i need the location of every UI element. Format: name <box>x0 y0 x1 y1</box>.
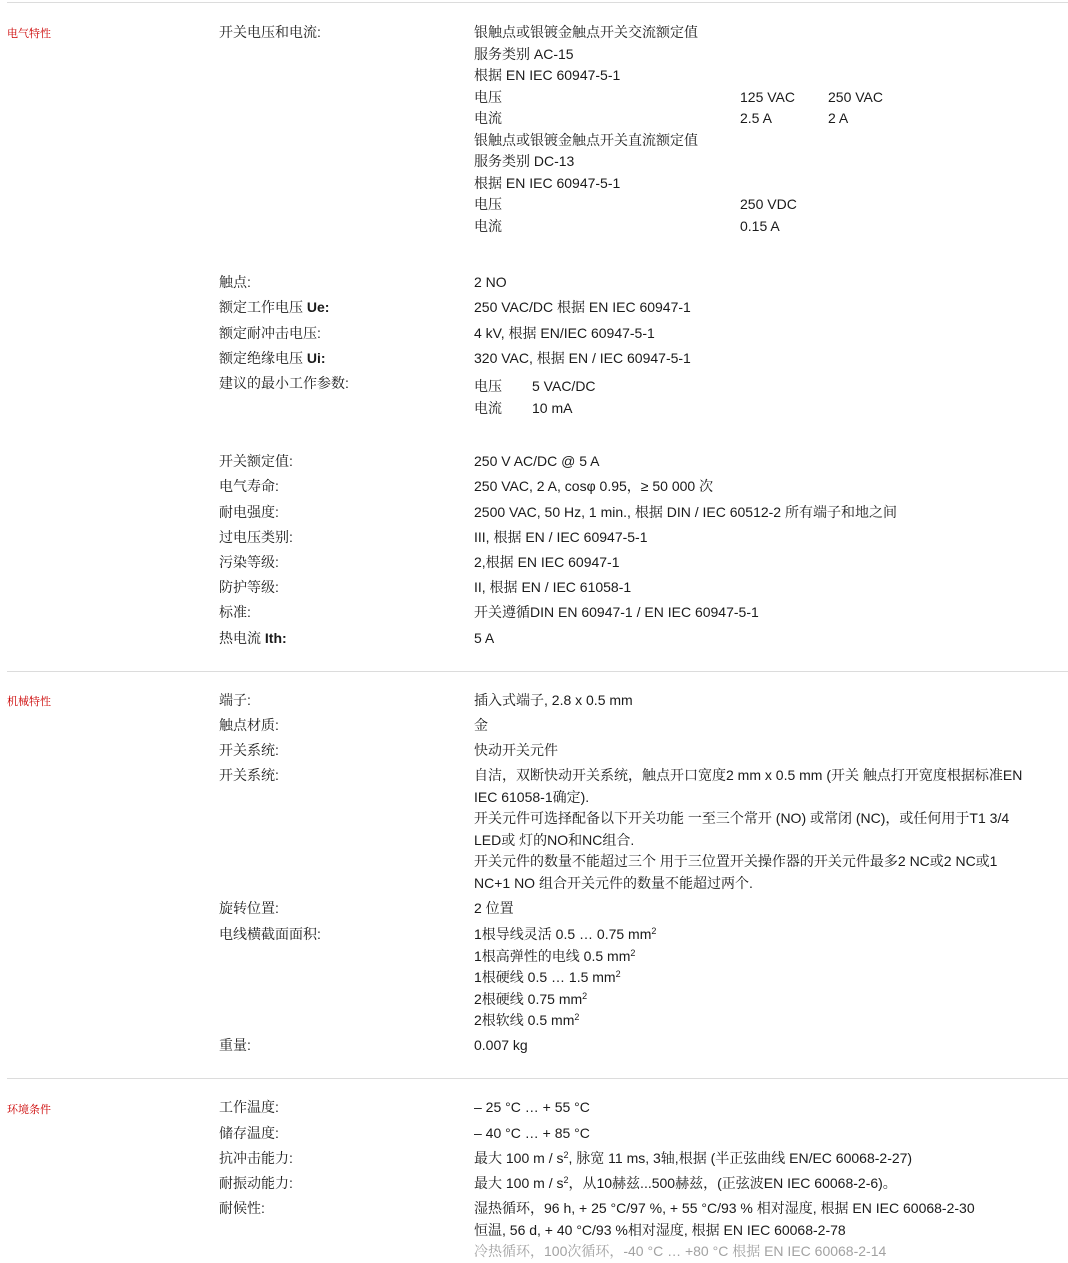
pollution-degree-label: 污染等级: <box>219 554 279 570</box>
superscript: 2 <box>582 990 588 1001</box>
standards-value: 开关遵循DIN EN 60947-1 / EN IEC 60947-5-1 <box>474 604 759 620</box>
min-current-label: 电流 <box>474 399 502 416</box>
wire-line <box>474 946 656 968</box>
weather-line: 恒温, 56 d, + 40 °C/93 %相对湿度, 根据 EN IEC 60068-2-78 <box>474 1221 846 1238</box>
switch-rating-label: 开关额定值: <box>219 453 293 469</box>
operating-temp-value: – 25 °C … + 55 °C <box>474 1099 590 1115</box>
shock-text: 最大 100 m / s <box>474 1150 564 1166</box>
min-voltage-value: 5 VAC/DC <box>532 378 596 394</box>
section-divider <box>7 1078 1068 1079</box>
weather-line: 冷热循环，100次循环，-40 °C … +80 °C 根据 EN IEC 60068-2-14 <box>474 1243 887 1259</box>
dc-voltage-row <box>474 194 883 216</box>
switch-rating-value: 250 V AC/DC @ 5 A <box>474 453 600 469</box>
ac-rating-title: 银触点或银镀金触点开关交流额定值 <box>474 24 698 40</box>
ac-voltage-1: 125 VAC <box>740 88 795 105</box>
switch-system-line: 开关元件可选择配备以下开关功能 一至三个常开 (NO) 或常闭 (NC)，或任何用于T1 3/4 <box>474 810 1010 826</box>
ui-colon: : <box>320 350 326 366</box>
vibration-text: 最大 100 m / s <box>474 1175 564 1191</box>
dc-rating-title: 银触点或银镀金触点开关直流额定值 <box>474 131 698 148</box>
weight-label: 重量: <box>219 1037 251 1053</box>
min-voltage-label: 电压 <box>474 378 502 394</box>
environment-section-title: 环境条件 <box>7 1104 51 1116</box>
vibration-resistance-label: 耐振动能力: <box>219 1175 293 1191</box>
overvoltage-category-label: 过电压类别: <box>219 529 293 545</box>
dc-voltage-label: 电压 <box>474 196 502 212</box>
rotary-positions-label: 旋转位置: <box>219 900 279 916</box>
insulation-voltage-ui-value: 320 VAC, 根据 EN / IEC 60947-5-1 <box>474 350 691 366</box>
switch-system-detail-label: 开关系统: <box>219 767 279 783</box>
protection-class-label: 防护等级: <box>219 579 279 595</box>
shock-text-post: , 脉宽 11 ms, 3轴,根据 (半正弦曲线 EN/EC 60068-2-27) <box>568 1150 913 1166</box>
contacts-label: 触点: <box>219 274 251 290</box>
vibration-resistance-value <box>474 1173 897 1195</box>
rated-voltage-ue-value: 250 VAC/DC 根据 EN IEC 60947-1 <box>474 299 691 315</box>
superscript: 2 <box>630 947 636 958</box>
weather-resistance-label: 耐候性: <box>219 1200 265 1216</box>
switch-system-label: 开关系统: <box>219 742 279 758</box>
dielectric-strength-value: 2500 VAC, 50 Hz, 1 min., 根据 DIN / IEC 60512-2 所有端子和地之间 <box>474 504 897 520</box>
dielectric-strength-label: 耐电强度: <box>219 504 279 520</box>
dc-current: 0.15 A <box>740 217 780 234</box>
switching-values <box>474 22 883 237</box>
mechanical-section-title: 机械特性 <box>7 696 51 708</box>
wire-line <box>474 989 656 1011</box>
terminal-label: 端子: <box>219 692 251 708</box>
ac-current-row <box>474 108 883 130</box>
ac-voltage-row <box>474 87 883 109</box>
wire-line-text: 1根导线灵活 0.5 … 0.75 mm <box>474 926 652 942</box>
min-params-label: 建议的最小工作参数: <box>219 375 349 391</box>
electrical-life-value: 250 VAC, 2 A, cosφ 0.95，≥ 50 000 次 <box>474 478 714 494</box>
min-params-values <box>474 376 596 419</box>
ac-category: 服务类别 AC-15 <box>474 45 574 62</box>
wire-line <box>474 924 656 946</box>
weather-resistance-values <box>474 1198 975 1263</box>
vibration-text-post: ，从10赫兹...500赫兹，(正弦波EN IEC 60068-2-6)。 <box>568 1175 897 1191</box>
ue-colon: : <box>324 299 330 315</box>
rated-voltage-ue-label <box>219 297 329 319</box>
min-current-row <box>474 398 596 420</box>
ac-voltage-2: 250 VAC <box>828 88 883 105</box>
min-voltage-row <box>474 376 596 398</box>
dc-category: 服务类别 DC-13 <box>474 153 575 169</box>
wire-line <box>474 967 656 989</box>
rated-voltage-ue-text: 额定工作电压 <box>219 299 307 315</box>
ac-voltage-label: 电压 <box>474 88 502 105</box>
switching-label: 开关电压和电流: <box>219 24 321 40</box>
storage-temp-label: 储存温度: <box>219 1125 279 1141</box>
min-current-value: 10 mA <box>532 399 573 416</box>
wire-line <box>474 1010 656 1032</box>
wire-cross-section-values <box>474 924 656 1032</box>
switch-system-value: 快动开关元件 <box>474 742 558 758</box>
terminal-value: 插入式端子, 2.8 x 0.5 mm <box>474 692 633 708</box>
contact-material-label: 触点材质: <box>219 717 279 733</box>
dc-current-label: 电流 <box>474 217 502 234</box>
insulation-voltage-ui-label <box>219 348 326 370</box>
superscript: 2 <box>615 969 621 979</box>
shock-resistance-label: 抗冲击能力: <box>219 1150 293 1166</box>
section-divider <box>7 671 1068 672</box>
switch-system-line: 自洁，双断快动开关系统，触点开口宽度2 mm x 0.5 mm (开关 触点打开宽度根据标准EN <box>474 767 1023 783</box>
wire-line-text: 1根硬线 0.5 … 1.5 mm <box>474 969 616 985</box>
dc-standard: 根据 EN IEC 60947-5-1 <box>474 174 621 191</box>
shock-resistance-value <box>474 1148 912 1170</box>
rotary-positions-value: 2 位置 <box>474 900 514 916</box>
ac-current-2: 2 A <box>828 110 849 126</box>
top-divider <box>7 2 1068 3</box>
ac-current-1: 2.5 A <box>740 110 772 126</box>
dc-voltage: 250 VDC <box>740 196 797 212</box>
storage-temp-value: – 40 °C … + 85 °C <box>474 1125 590 1141</box>
ith-colon: : <box>282 630 287 646</box>
electrical-section-title: 电气特性 <box>7 28 51 40</box>
ac-standard: 根据 EN IEC 60947-5-1 <box>474 67 621 83</box>
superscript: 2 <box>574 1012 580 1022</box>
thermal-current-value: 5 A <box>474 630 495 646</box>
superscript: 2 <box>563 1175 569 1185</box>
pollution-degree-value: 2,根据 EN IEC 60947-1 <box>474 554 620 570</box>
ac-current-label: 电流 <box>474 110 502 126</box>
standards-label: 标准: <box>219 604 251 620</box>
ue-symbol: Ue <box>306 299 325 315</box>
protection-class-value: II, 根据 EN / IEC 61058-1 <box>474 579 632 595</box>
ith-symbol: Ith <box>264 630 282 646</box>
weather-line: 湿热循环，96 h, + 25 °C/97 %, + 55 °C/93 % 相对湿度, 根据 EN IEC 60068-2-30 <box>474 1200 975 1216</box>
weight-value: 0.007 kg <box>474 1037 528 1053</box>
wire-line-text: 2根软线 0.5 mm <box>474 1012 575 1028</box>
thermal-current-text: 热电流 <box>219 630 265 646</box>
impulse-voltage-label: 额定耐冲击电压: <box>219 325 321 341</box>
dc-current-row <box>474 216 883 238</box>
superscript: 2 <box>651 926 657 936</box>
impulse-voltage-value: 4 kV, 根据 EN/IEC 60947-5-1 <box>474 325 655 341</box>
superscript: 2 <box>563 1150 569 1160</box>
wire-line-text: 2根硬线 0.75 mm <box>474 990 583 1007</box>
overvoltage-category-value: III, 根据 EN / IEC 60947-5-1 <box>474 529 648 545</box>
switch-system-line: LED或 灯的NO和NC组合. <box>474 831 635 848</box>
switch-system-line: NC+1 NO 组合开关元件的数量不能超过两个. <box>474 874 753 891</box>
switch-system-line: IEC 61058-1确定). <box>474 788 590 805</box>
wire-line-text: 1根高弹性的电线 0.5 mm <box>474 947 631 964</box>
thermal-current-label <box>219 628 287 650</box>
contact-material-value: 金 <box>474 717 488 733</box>
ui-symbol: Ui <box>306 350 321 366</box>
switch-system-detail <box>474 765 1022 894</box>
switch-system-line: 开关元件的数量不能超过三个 用于三位置开关操作器的开关元件最多2 NC或2 NC或1 <box>474 853 998 869</box>
electrical-life-label: 电气寿命: <box>219 478 279 494</box>
operating-temp-label: 工作温度: <box>219 1099 279 1115</box>
contacts-value: 2 NO <box>474 274 507 290</box>
wire-cross-section-label: 电线横截面面积: <box>219 926 321 942</box>
insulation-voltage-text: 额定绝缘电压 <box>219 350 307 366</box>
